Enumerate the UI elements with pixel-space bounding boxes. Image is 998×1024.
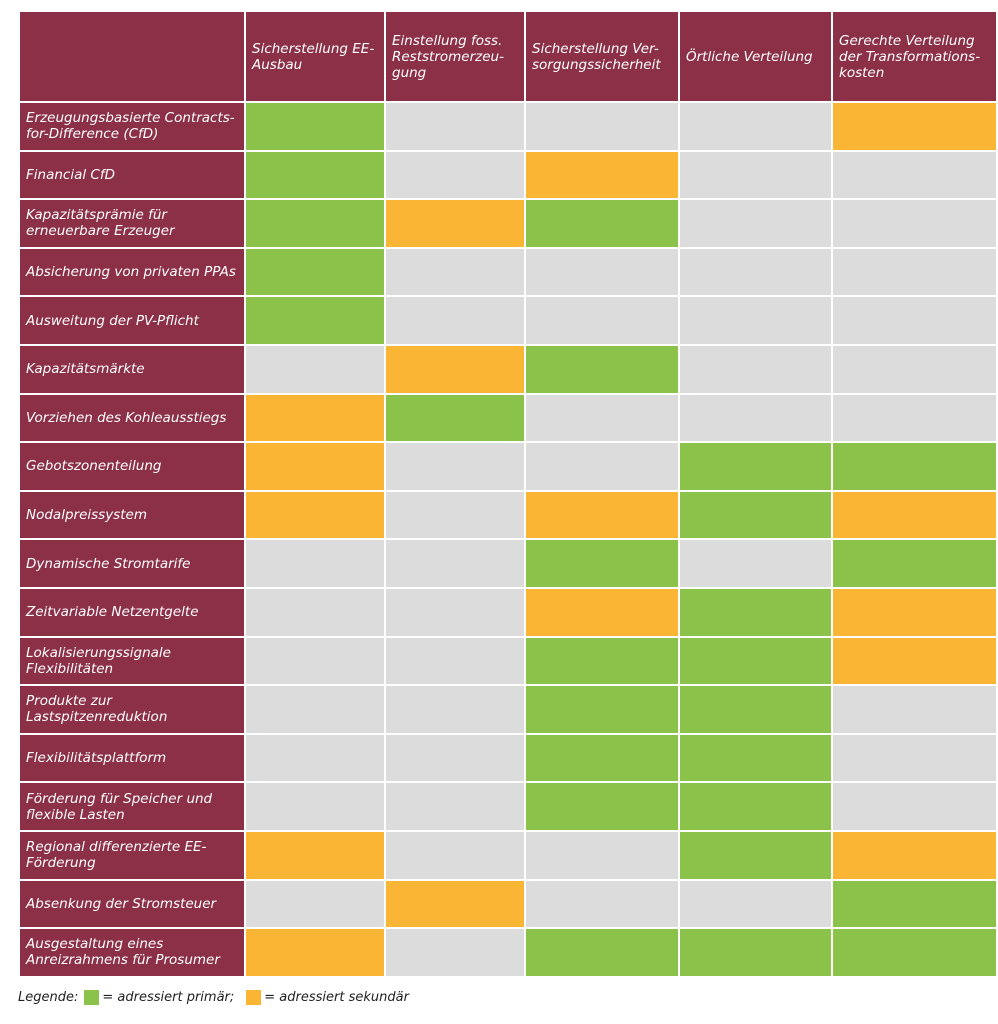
matrix-cell-none (526, 443, 678, 490)
legend-swatch-primary (84, 990, 99, 1005)
table-row (20, 589, 996, 636)
header-corner-cell (20, 12, 244, 101)
matrix-cell-primary (246, 297, 384, 344)
row-label: Financial CfD (20, 152, 244, 199)
matrix-cell-primary (386, 395, 524, 442)
matrix-cell-none (680, 249, 831, 296)
matrix-cell-secondary (246, 492, 384, 539)
matrix-cell-none (680, 881, 831, 928)
matrix-cell-none (246, 881, 384, 928)
matrix-cell-secondary (833, 492, 996, 539)
matrix-cell-none (386, 735, 524, 782)
row-label: Förderung für Speicher und flexible Lasten (20, 783, 244, 830)
matrix-cell-primary (680, 735, 831, 782)
matrix-cell-primary (680, 783, 831, 830)
matrix-cell-primary (246, 103, 384, 150)
matrix-cell-none (386, 638, 524, 685)
row-label: Nodalpreissystem (20, 492, 244, 539)
matrix-cell-none (526, 395, 678, 442)
matrix-cell-primary (526, 686, 678, 733)
header-row (20, 12, 996, 101)
matrix-cell-none (680, 395, 831, 442)
row-label: Kapazitätsprämie für erneuerbare Erzeuger (20, 200, 244, 247)
matrix-cell-none (386, 249, 524, 296)
matrix-cell-none (246, 589, 384, 636)
matrix-cell-none (246, 638, 384, 685)
matrix-cell-none (680, 103, 831, 150)
row-label: Absenkung der Stromsteuer (20, 881, 244, 928)
matrix-cell-none (246, 686, 384, 733)
matrix-cell-primary (526, 346, 678, 393)
matrix-cell-none (386, 492, 524, 539)
table-row (20, 929, 996, 976)
matrix-cell-none (386, 540, 524, 587)
matrix-cell-none (526, 832, 678, 879)
matrix-cell-none (526, 249, 678, 296)
matrix-cell-none (246, 540, 384, 587)
matrix-cell-secondary (526, 152, 678, 199)
matrix-cell-primary (526, 200, 678, 247)
row-label: Absicherung von privaten PPAs (20, 249, 244, 296)
matrix-cell-none (386, 686, 524, 733)
row-label: Flexibilitätsplattform (20, 735, 244, 782)
matrix-cell-none (680, 540, 831, 587)
legend-text-secondary: = adressiert sekundär (264, 990, 409, 1005)
matrix-cell-none (833, 249, 996, 296)
column-header: Örtliche Verteilung (680, 12, 831, 101)
matrix-cell-none (833, 735, 996, 782)
table-row (20, 638, 996, 685)
column-header: Gerechte Verteilung der Transformations-kosten (833, 12, 996, 101)
matrix-cell-none (246, 346, 384, 393)
matrix-cell-none (680, 152, 831, 199)
matrix-cell-none (386, 589, 524, 636)
matrix-cell-primary (680, 589, 831, 636)
row-label: Erzeugungsbasierte Contracts-for-Difference (CfD) (20, 103, 244, 150)
table-row (20, 540, 996, 587)
matrix-body (20, 103, 996, 976)
matrix-cell-secondary (246, 443, 384, 490)
column-header: Sicherstellung Ver-sorgungssicherheit (526, 12, 678, 101)
matrix-cell-none (526, 881, 678, 928)
matrix-cell-primary (833, 929, 996, 976)
matrix-cell-none (386, 783, 524, 830)
measures-matrix (18, 10, 998, 978)
row-label: Produkte zur Lastspitzenreduktion (20, 686, 244, 733)
table-row (20, 686, 996, 733)
matrix-cell-none (386, 443, 524, 490)
matrix-cell-none (526, 297, 678, 344)
row-label: Ausgestaltung eines Anreizrahmens für Prosumer (20, 929, 244, 976)
matrix-cell-secondary (246, 395, 384, 442)
table-row (20, 832, 996, 879)
table-row (20, 346, 996, 393)
table-row (20, 492, 996, 539)
table-row (20, 395, 996, 442)
table-row (20, 152, 996, 199)
row-label: Regional differenzierte EE-Förderung (20, 832, 244, 879)
matrix-cell-secondary (833, 589, 996, 636)
matrix-cell-none (680, 297, 831, 344)
matrix-cell-secondary (386, 881, 524, 928)
matrix-cell-none (246, 735, 384, 782)
matrix-cell-none (386, 103, 524, 150)
matrix-cell-none (386, 832, 524, 879)
row-label: Vorziehen des Kohleausstiegs (20, 395, 244, 442)
matrix-cell-secondary (833, 638, 996, 685)
table-row (20, 297, 996, 344)
matrix-cell-none (386, 152, 524, 199)
matrix-cell-none (246, 783, 384, 830)
table-row (20, 443, 996, 490)
matrix-cell-primary (526, 783, 678, 830)
matrix-cell-none (833, 395, 996, 442)
matrix-cell-primary (680, 832, 831, 879)
matrix-cell-primary (680, 686, 831, 733)
row-label: Dynamische Stromtarife (20, 540, 244, 587)
matrix-cell-primary (526, 638, 678, 685)
matrix-cell-none (833, 346, 996, 393)
matrix-cell-none (680, 200, 831, 247)
legend-swatch-secondary (246, 990, 261, 1005)
row-label: Kapazitätsmärkte (20, 346, 244, 393)
matrix-cell-none (680, 346, 831, 393)
matrix-cell-secondary (246, 832, 384, 879)
table-row (20, 735, 996, 782)
matrix-cell-primary (246, 249, 384, 296)
row-label: Lokalisierungssignale Flexibilitäten (20, 638, 244, 685)
matrix-cell-primary (526, 735, 678, 782)
table-row (20, 783, 996, 830)
matrix-cell-primary (526, 540, 678, 587)
matrix-cell-primary (680, 492, 831, 539)
matrix-cell-primary (680, 638, 831, 685)
matrix-cell-none (833, 152, 996, 199)
legend-label: Legende: (18, 990, 79, 1005)
matrix-cell-primary (680, 929, 831, 976)
matrix-cell-none (386, 297, 524, 344)
matrix-cell-primary (833, 881, 996, 928)
column-header: Sicherstellung EE-Ausbau (246, 12, 384, 101)
matrix-cell-primary (680, 443, 831, 490)
matrix-cell-none (833, 297, 996, 344)
matrix-cell-secondary (526, 589, 678, 636)
matrix-cell-secondary (526, 492, 678, 539)
matrix-cell-primary (246, 152, 384, 199)
matrix-cell-secondary (833, 832, 996, 879)
matrix-cell-secondary (386, 346, 524, 393)
matrix-cell-primary (833, 540, 996, 587)
matrix-cell-secondary (833, 103, 996, 150)
matrix-cell-none (833, 783, 996, 830)
legend-text-primary: = adressiert primär; (102, 990, 235, 1005)
table-row (20, 200, 996, 247)
table-row (20, 249, 996, 296)
matrix-cell-primary (526, 929, 678, 976)
matrix-cell-primary (833, 443, 996, 490)
matrix-cell-none (833, 200, 996, 247)
column-header: Einstellung foss. Reststromerzeu-gung (386, 12, 524, 101)
matrix-cell-primary (246, 200, 384, 247)
legend (18, 990, 415, 1005)
matrix-cell-none (526, 103, 678, 150)
row-label: Gebotszonenteilung (20, 443, 244, 490)
matrix-cell-none (386, 929, 524, 976)
matrix-cell-secondary (386, 200, 524, 247)
row-label: Zeitvariable Netzentgelte (20, 589, 244, 636)
table-row (20, 103, 996, 150)
matrix-cell-none (833, 686, 996, 733)
matrix-cell-secondary (246, 929, 384, 976)
table-row (20, 881, 996, 928)
row-label: Ausweitung der PV-Pflicht (20, 297, 244, 344)
